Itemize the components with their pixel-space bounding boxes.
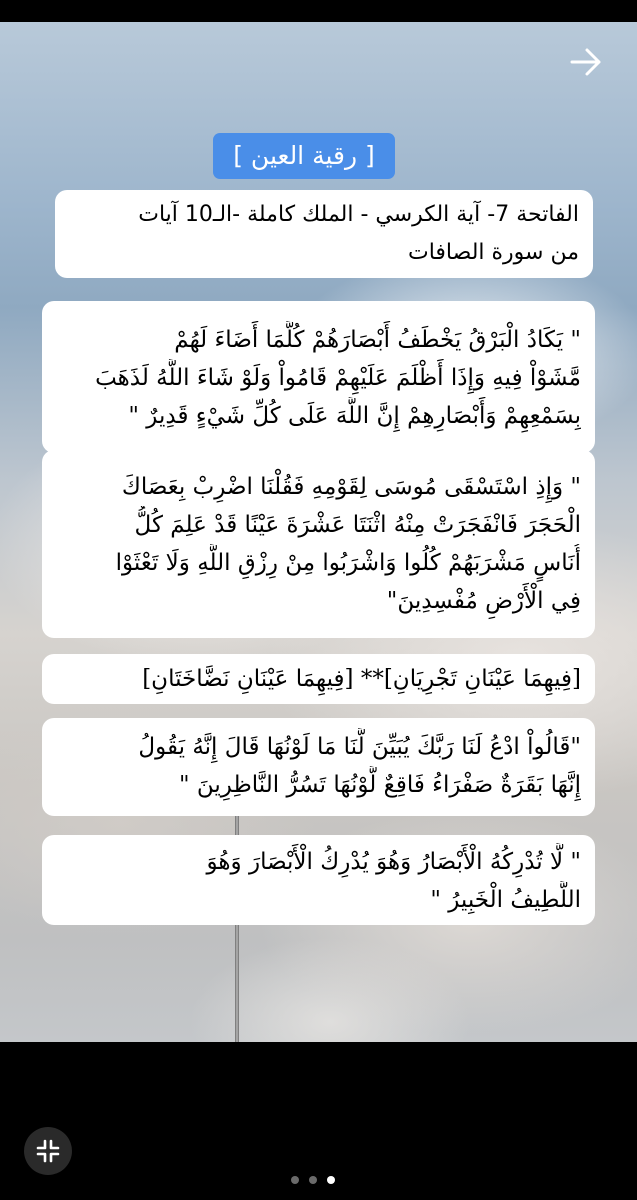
verse-block <box>42 835 595 925</box>
verse-line: " لَّا تُدْرِكُهُ الْأَبْصَارُ وَهُوَ يُدْرِكُ الْأَبْصَارَ وَهُوَ <box>206 849 581 875</box>
verse-line: اللَّطِيفُ الْخَبِيرُ " <box>430 887 581 913</box>
intro-line: الفاتحة 7- آية الكرسي - الملك كاملة -الـ10 آيات <box>138 202 579 227</box>
intro-block <box>55 190 593 278</box>
verse-block <box>42 450 595 638</box>
collapse-icon <box>34 1137 62 1165</box>
verse-line: إِنَّهَا بَقَرَةٌ صَفْرَاءُ فَاقِعٌ لَّوْنُهَا تَسُرُّ النَّاظِرِينَ " <box>179 772 581 798</box>
arrow-right-icon <box>569 47 603 77</box>
verse-line: بِسَمْعِهِمْ وَأَبْصَارِهِمْ إِنَّ اللَّهَ عَلَى كُلِّ شَيْءٍ قَدِيرٌ " <box>128 403 581 429</box>
page-dot-active[interactable] <box>327 1176 335 1184</box>
page-indicator <box>291 1174 347 1186</box>
page-dot[interactable] <box>291 1176 299 1184</box>
verse-line: " يَكَادُ الْبَرْقُ يَخْطَفُ أَبْصَارَهُمْ كُلَّمَا أَضَاءَ لَهُمْ <box>174 327 581 353</box>
page-dot[interactable] <box>309 1176 317 1184</box>
collapse-button[interactable] <box>24 1127 72 1175</box>
verse-block <box>42 718 595 816</box>
verse-line: أُنَاسٍ مَشْرَبَهُمْ كُلُوا وَاشْرَبُوا مِنْ رِزْقِ اللَّهِ وَلَا تَعْثَوْا <box>115 550 581 576</box>
verse-line: "قَالُواْ ادْعُ لَنَا رَبَّكَ يُبَيِّنَ لَّنَا مَا لَوْنُهَا قَالَ إِنَّهُ يَقُولُ <box>138 734 581 760</box>
verse-block <box>42 301 595 453</box>
verse-line: [فِيهِمَا عَيْنَانِ تَجْرِيَانِ]** [فِيهِمَا عَيْنَانِ نَضَّاخَتَانِ] <box>142 666 581 692</box>
verse-line: مَّشَوْاْ فِيهِ وَإِذَا أَظْلَمَ عَلَيْهِمْ قَامُواْ وَلَوْ شَاءَ اللَّهُ لَذَهَبَ <box>95 365 581 391</box>
page-title: [ رقية العين ] <box>213 133 395 179</box>
intro-line: من سورة الصافات <box>408 240 579 265</box>
forward-button[interactable] <box>566 42 606 82</box>
verse-line: " وَإِذِ اسْتَسْقَى مُوسَى لِقَوْمِهِ فَقُلْنَا اضْرِبْ بِعَصَاكَ <box>121 474 581 500</box>
verse-line: الْحَجَرَ فَانْفَجَرَتْ مِنْهُ اثْنَتَا عَشْرَةَ عَيْنًا قَدْ عَلِمَ كُلُّ <box>134 512 581 538</box>
title-badge <box>213 133 395 179</box>
verse-line: فِي الْأَرْضِ مُفْسِدِينَ" <box>386 588 581 614</box>
verse-block <box>42 654 595 704</box>
story-image <box>0 22 637 1042</box>
